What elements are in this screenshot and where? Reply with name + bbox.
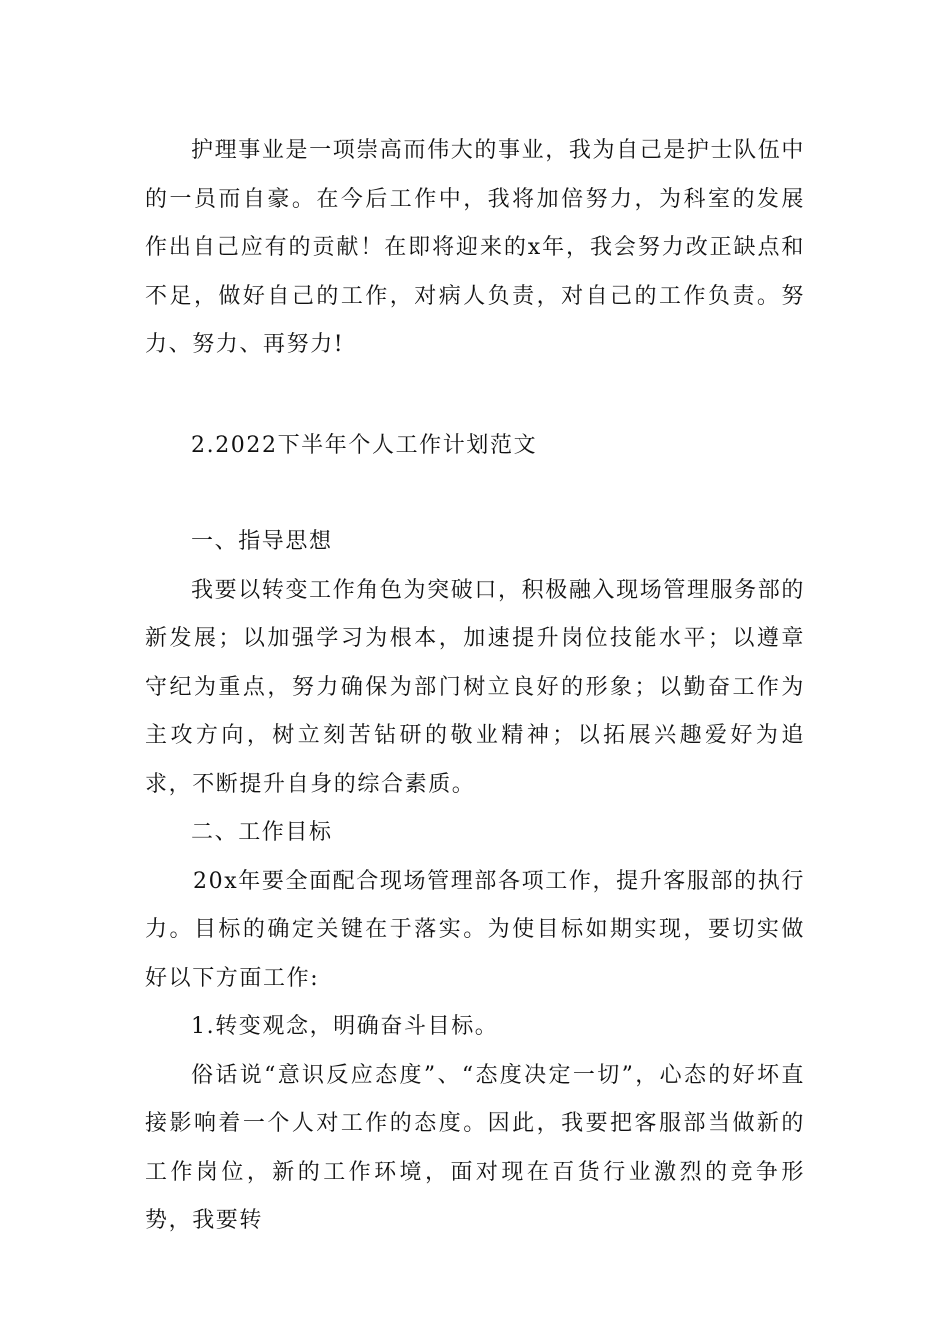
guiding-ideology-paragraph: 我要以转变工作角色为突破口，积极融入现场管理服务部的新发展；以加强学习为根本，加速提升岗位技能水平；以遵章守纪为重点，努力确保为部门树立良好的形象；以勤奋工作为主攻方向，树立刻苦钻研的敬业精神；以拓展兴趣爱好为追求，不断提升自身的综合素质。 [145, 577, 805, 797]
change-concept-paragraph: 俗话说“意识反应态度”、“态度决定一切”，心态的好坏直接影响着一个人对工作的态度。因此，我要把客服部当做新的工作岗位，新的工作环境，面对现在百货行业激烈的竞争形势，我要转 [145, 1062, 805, 1233]
heading-change-concept: 1.转变观念，明确奋斗目标。 [191, 1014, 499, 1039]
work-goals-paragraph: 20x年要全面配合现场管理部各项工作，提升客服部的执行力。目标的确定关键在于落实。为使目标如期实现，要切实做好以下方面工作: [145, 868, 805, 991]
heading-work-goals: 二、工作目标 [191, 820, 333, 845]
document-body [145, 127, 805, 1246]
heading-guiding-ideology: 一、指导思想 [191, 529, 333, 554]
section-title: 2.2022下半年个人工作计划范文 [191, 432, 538, 458]
spacer [145, 370, 805, 422]
spacer [145, 470, 805, 518]
closing-paragraph: 护理事业是一项崇高而伟大的事业，我为自己是护士队伍中的一员而自豪。在今后工作中，我将加倍努力，为科室的发展作出自己应有的贡献！在即将迎来的x年，我会努力改正缺点和不足，做好自己的工作，对病人负责，对自己的工作负责。努力、努力、再努力! [145, 138, 805, 357]
